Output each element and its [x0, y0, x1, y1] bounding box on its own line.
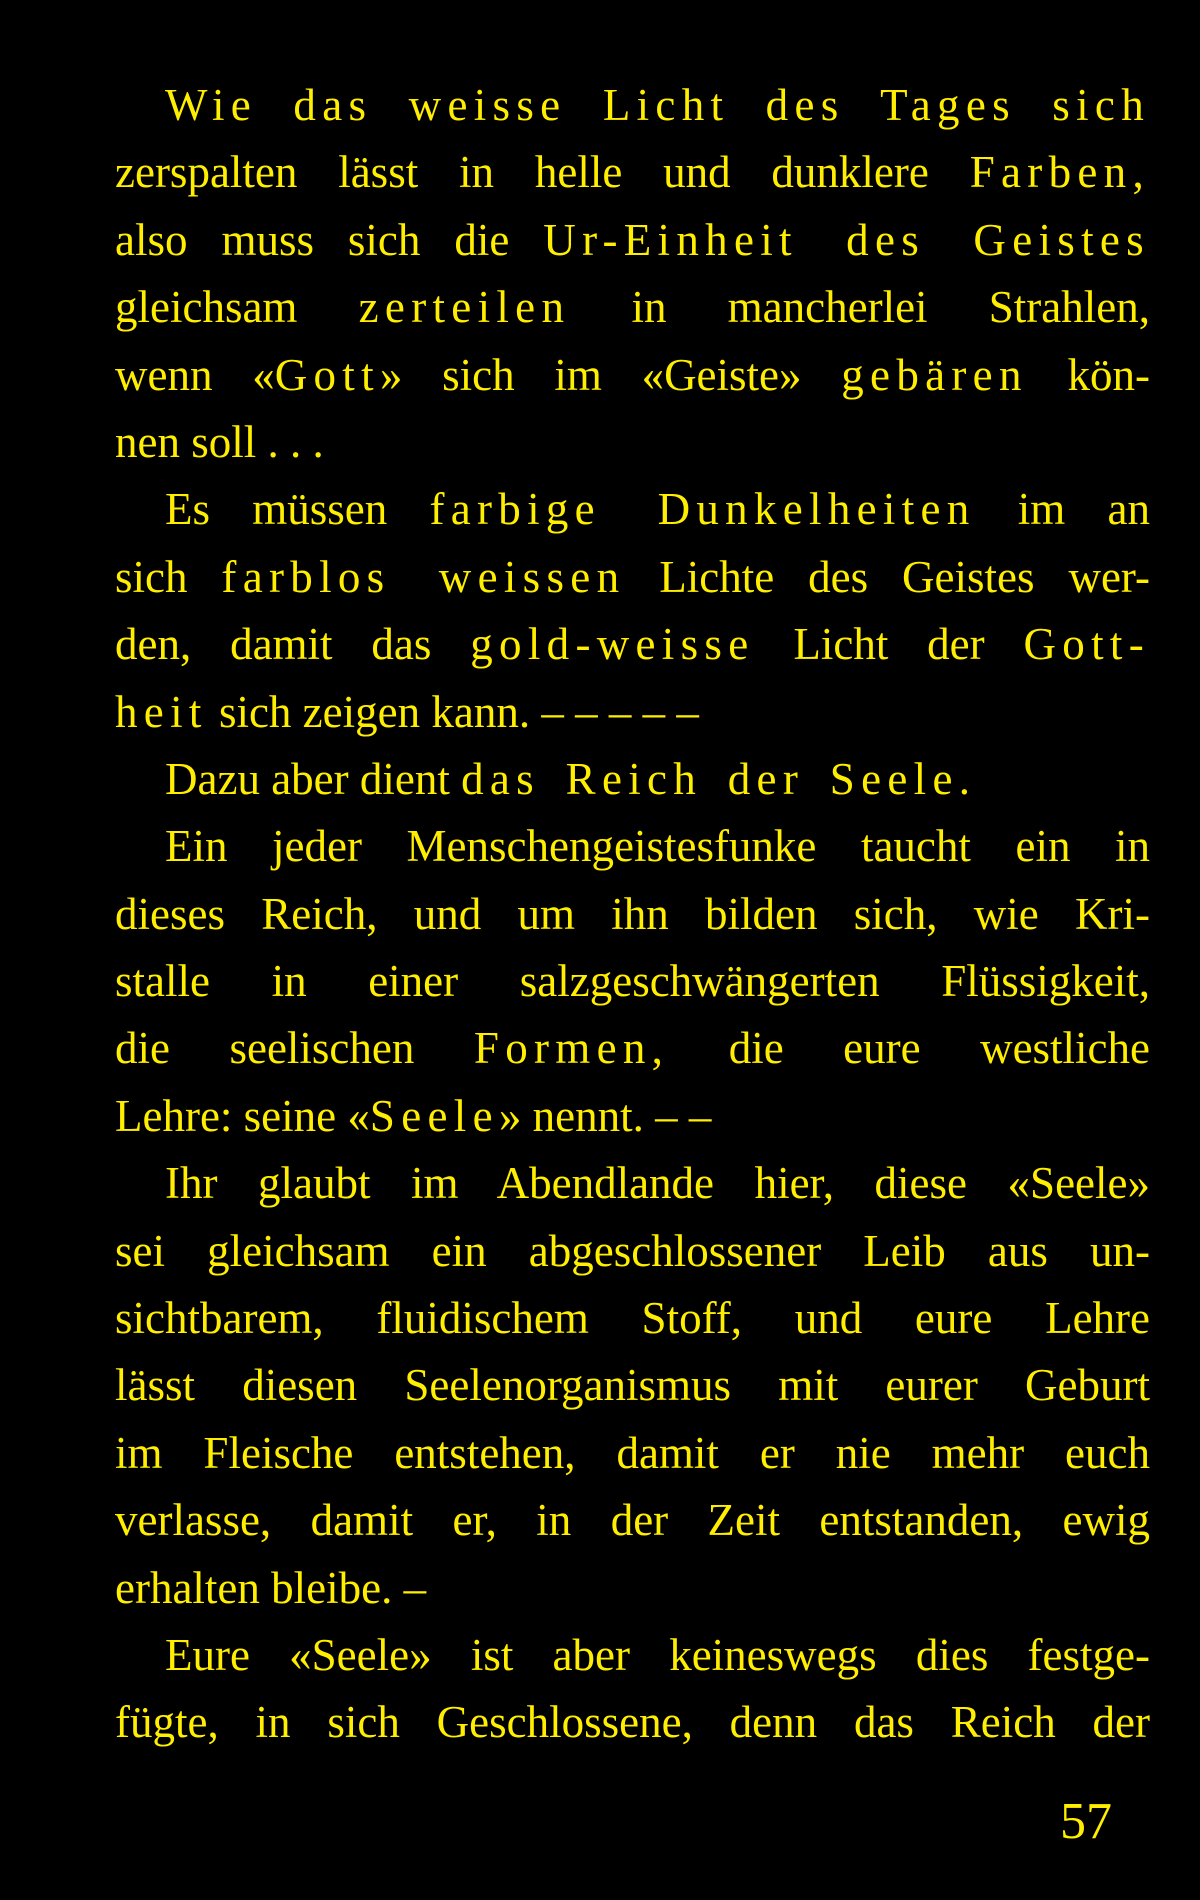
- emphasized-text-segment: Seele: [369, 1090, 499, 1141]
- emphasized-text-segment: Formen,: [473, 1023, 670, 1074]
- emphasized-text-segment: farblos weissen: [221, 551, 626, 602]
- text-line: [115, 409, 1150, 476]
- text-segment: stalle in einer salzgeschwängerten Flüssigkeit,: [115, 956, 1150, 1007]
- text-line: [115, 679, 1150, 746]
- text-line: [115, 476, 1150, 543]
- text-block: [115, 72, 1150, 1757]
- text-segment: Ihr glaubt im Abendlande hier, diese «Seele»: [165, 1158, 1150, 1209]
- text-line: [115, 274, 1150, 341]
- text-segment: fügte, in sich Geschlossene, denn das Reich der: [115, 1697, 1150, 1748]
- text-segment: Dazu aber dient: [165, 753, 462, 804]
- text-line: [115, 139, 1150, 206]
- text-segment: sei gleichsam ein abgeschlossener Leib aus un-: [115, 1225, 1150, 1276]
- text-segment: » nennt. – –: [498, 1090, 712, 1141]
- text-segment: sich: [115, 551, 222, 602]
- text-line: [115, 1352, 1150, 1419]
- text-segment: Lichte des Geistes wer-: [625, 551, 1150, 602]
- text-line: [115, 948, 1150, 1015]
- text-line: [115, 1083, 1150, 1150]
- text-line: [115, 1487, 1150, 1554]
- text-line: [115, 813, 1150, 880]
- text-segment: den, damit das: [115, 619, 471, 670]
- text-segment: Licht der: [754, 619, 1024, 670]
- emphasized-text-segment: farbige Dunkelheiten: [429, 484, 976, 535]
- page-number: 57: [1060, 1793, 1112, 1850]
- text-line: [115, 611, 1150, 678]
- text-line: [115, 1555, 1150, 1622]
- emphasized-text-segment: Gott-: [1023, 619, 1150, 670]
- text-segment: nen soll . . .: [115, 416, 324, 467]
- text-segment: lässt diesen Seelenorganismus mit eurer Geburt: [115, 1360, 1150, 1411]
- text-line: [115, 544, 1150, 611]
- text-segment: kön-: [1027, 349, 1150, 400]
- text-line: [115, 1622, 1150, 1689]
- text-segment: » sich im «Geiste»: [379, 349, 842, 400]
- emphasized-text-segment: Farben,: [969, 147, 1150, 198]
- text-segment: sich zeigen kann. – – – – –: [207, 686, 699, 737]
- text-segment: also muss sich die: [115, 214, 544, 265]
- text-line: [115, 1420, 1150, 1487]
- text-segment: zerspalten lässt in helle und dunklere: [115, 147, 970, 198]
- text-segment: im Fleische entstehen, damit er nie mehr euch: [115, 1427, 1150, 1478]
- text-segment: in mancherlei Strahlen,: [570, 282, 1150, 333]
- text-segment: wenn «: [115, 349, 275, 400]
- emphasized-text-segment: das Reich der Seele.: [461, 753, 977, 804]
- text-line: [115, 1218, 1150, 1285]
- text-segment: dieses Reich, und um ihn bilden sich, wie Kri-: [115, 888, 1150, 939]
- text-line: [115, 1689, 1150, 1756]
- text-line: [115, 881, 1150, 948]
- emphasized-text-segment: gold-weisse: [470, 619, 755, 670]
- text-line: [115, 1285, 1150, 1352]
- text-segment: im an: [975, 484, 1150, 535]
- text-segment: die seelischen: [115, 1023, 474, 1074]
- text-segment: Lehre: seine «: [115, 1090, 370, 1141]
- text-segment: Eure «Seele» ist aber keineswegs dies festge-: [165, 1629, 1150, 1680]
- emphasized-text-segment: Wie das weisse Licht des Tages sich: [165, 80, 1150, 130]
- emphasized-text-segment: heit: [115, 686, 208, 737]
- text-segment: gleichsam: [115, 282, 359, 333]
- text-line: [115, 1150, 1150, 1217]
- text-line: [115, 342, 1150, 409]
- emphasized-text-segment: Gott: [274, 349, 380, 400]
- text-line: [115, 72, 1150, 139]
- text-segment: Es müssen: [165, 484, 430, 535]
- text-line: [115, 1015, 1150, 1082]
- text-segment: erhalten bleibe. –: [115, 1562, 427, 1613]
- text-line: [115, 207, 1150, 274]
- emphasized-text-segment: Ur-Einheit des Geistes: [543, 214, 1150, 265]
- text-segment: die eure westliche: [669, 1023, 1151, 1074]
- text-segment: sichtbarem, fluidischem Stoff, und eure Lehre: [115, 1293, 1150, 1344]
- text-segment: verlasse, damit er, in der Zeit entstanden, ewig: [115, 1495, 1150, 1546]
- text-segment: Ein jeder Menschengeistesfunke taucht ein in: [165, 821, 1150, 872]
- text-line: [115, 746, 1150, 813]
- emphasized-text-segment: gebären: [841, 349, 1028, 400]
- emphasized-text-segment: zerteilen: [358, 282, 571, 333]
